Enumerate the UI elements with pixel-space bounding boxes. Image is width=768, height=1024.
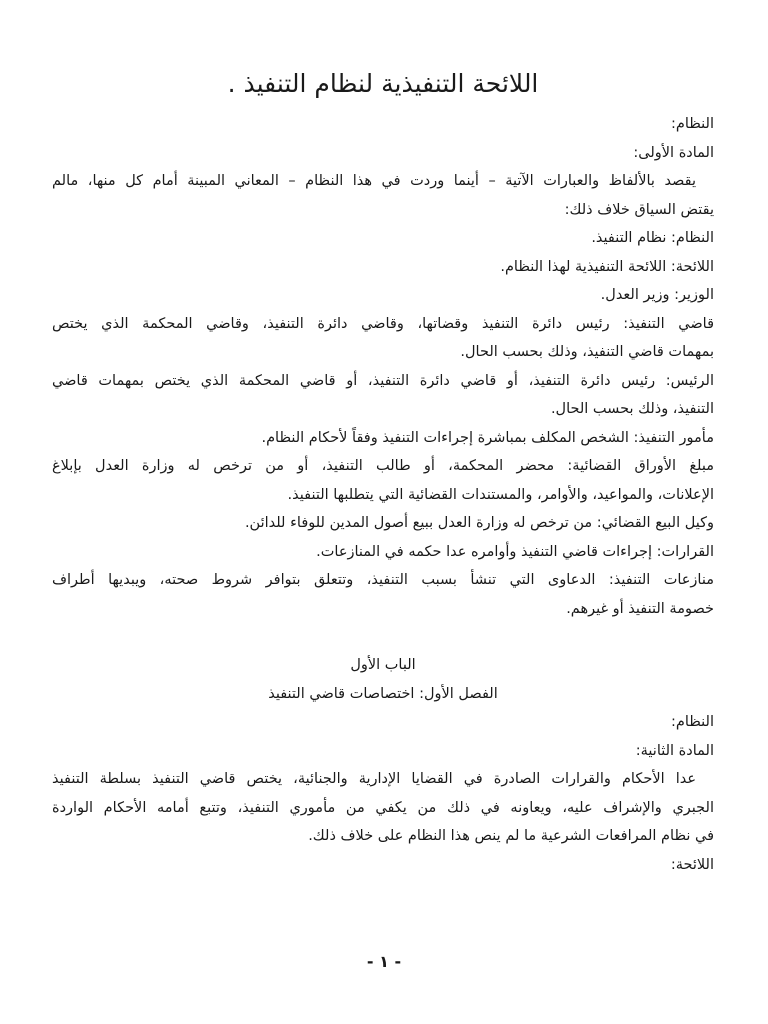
definition-line: خصومة التنفيذ أو غيرهم. xyxy=(566,600,714,617)
text-line: يقصد بالألفاظ والعبارات الآتية – أينما وردت في هذا النظام – المعاني المبينة أمام كل منها، مالم xyxy=(52,173,696,189)
definition-line: منازعات التنفيذ: الدعاوى التي تنشأ بسبب التنفيذ، وتتعلق بتوافر شروط صحته، ويبديها أطراف xyxy=(52,572,714,588)
definition-line: بمهمات قاضي التنفيذ، وذلك بحسب الحال. xyxy=(460,344,714,360)
article-two-section xyxy=(52,708,714,879)
text-line: عدا الأحكام والقرارات الصادرة في القضايا الإدارية والجنائية، يختص قاضي التنفيذ بسلطة التنفيذ xyxy=(52,771,696,787)
text-line: الجبري والإشراف عليه، ويعاونه في ذلك من يكفي من مأموري التنفيذ، وتتبع أمامه الأحكام الواردة xyxy=(52,799,714,816)
definition-line: القرارات: إجراءات قاضي التنفيذ وأوامره عدا حكمه في المنازعات. xyxy=(316,543,714,560)
text-line: يقتض السياق خلاف ذلك: xyxy=(564,201,714,218)
article-heading: المادة الأولى: xyxy=(633,144,714,161)
definition-line: مبلغ الأوراق القضائية: محضر المحكمة، أو طالب التنفيذ، أو من ترخص له وزارة العدل بإبلاغ xyxy=(52,458,714,474)
definition-line: اللائحة: اللائحة التنفيذية لهذا النظام. xyxy=(500,258,714,275)
definition-line: الوزير: وزير العدل. xyxy=(600,287,714,303)
article-heading: المادة الثانية: xyxy=(635,742,714,759)
definition-line: التنفيذ، وذلك بحسب الحال. xyxy=(550,401,714,417)
document-page xyxy=(52,64,714,879)
document-title: اللائحة التنفيذية لنظام التنفيذ . xyxy=(227,69,539,98)
definition-line: قاضي التنفيذ: رئيس دائرة التنفيذ وقضاتها، وقاضي دائرة التنفيذ، وقاضي المحكمة الذي يختص xyxy=(52,315,714,332)
text-line-system: النظام: xyxy=(671,714,714,730)
chapter-heading xyxy=(52,651,714,708)
part-heading: الباب الأول xyxy=(350,657,416,673)
text-line: في نظام المرافعات الشرعية ما لم ينص هذا النظام على خلاف ذلك. xyxy=(308,828,714,844)
definition-line: الرئيس: رئيس دائرة التنفيذ، أو قاضي دائرة التنفيذ، أو قاضي المحكمة الذي يختص بمهمات قاضي xyxy=(52,372,714,389)
page-number: - ١ - xyxy=(366,952,402,971)
definition-line: وكيل البيع القضائي: من ترخص له وزارة العدل ببيع أصول المدين للوفاء للدائن. xyxy=(244,515,714,531)
text-line-system: النظام: xyxy=(671,116,714,132)
regulation-heading: اللائحة: xyxy=(670,856,714,873)
definitions-section xyxy=(52,110,714,623)
definition-line: مأمور التنفيذ: الشخص المكلف بمباشرة إجراءات التنفيذ وفقاً لأحكام النظام. xyxy=(261,429,714,446)
definition-line: الإعلانات، والمواعيد، والأوامر، والمستندات القضائية التي يتطلبها التنفيذ. xyxy=(287,486,714,503)
section-heading: الفصل الأول: اختصاصات قاضي التنفيذ xyxy=(268,685,498,702)
section-spacer xyxy=(52,623,714,651)
definition-line: النظام: نظام التنفيذ. xyxy=(591,230,714,246)
